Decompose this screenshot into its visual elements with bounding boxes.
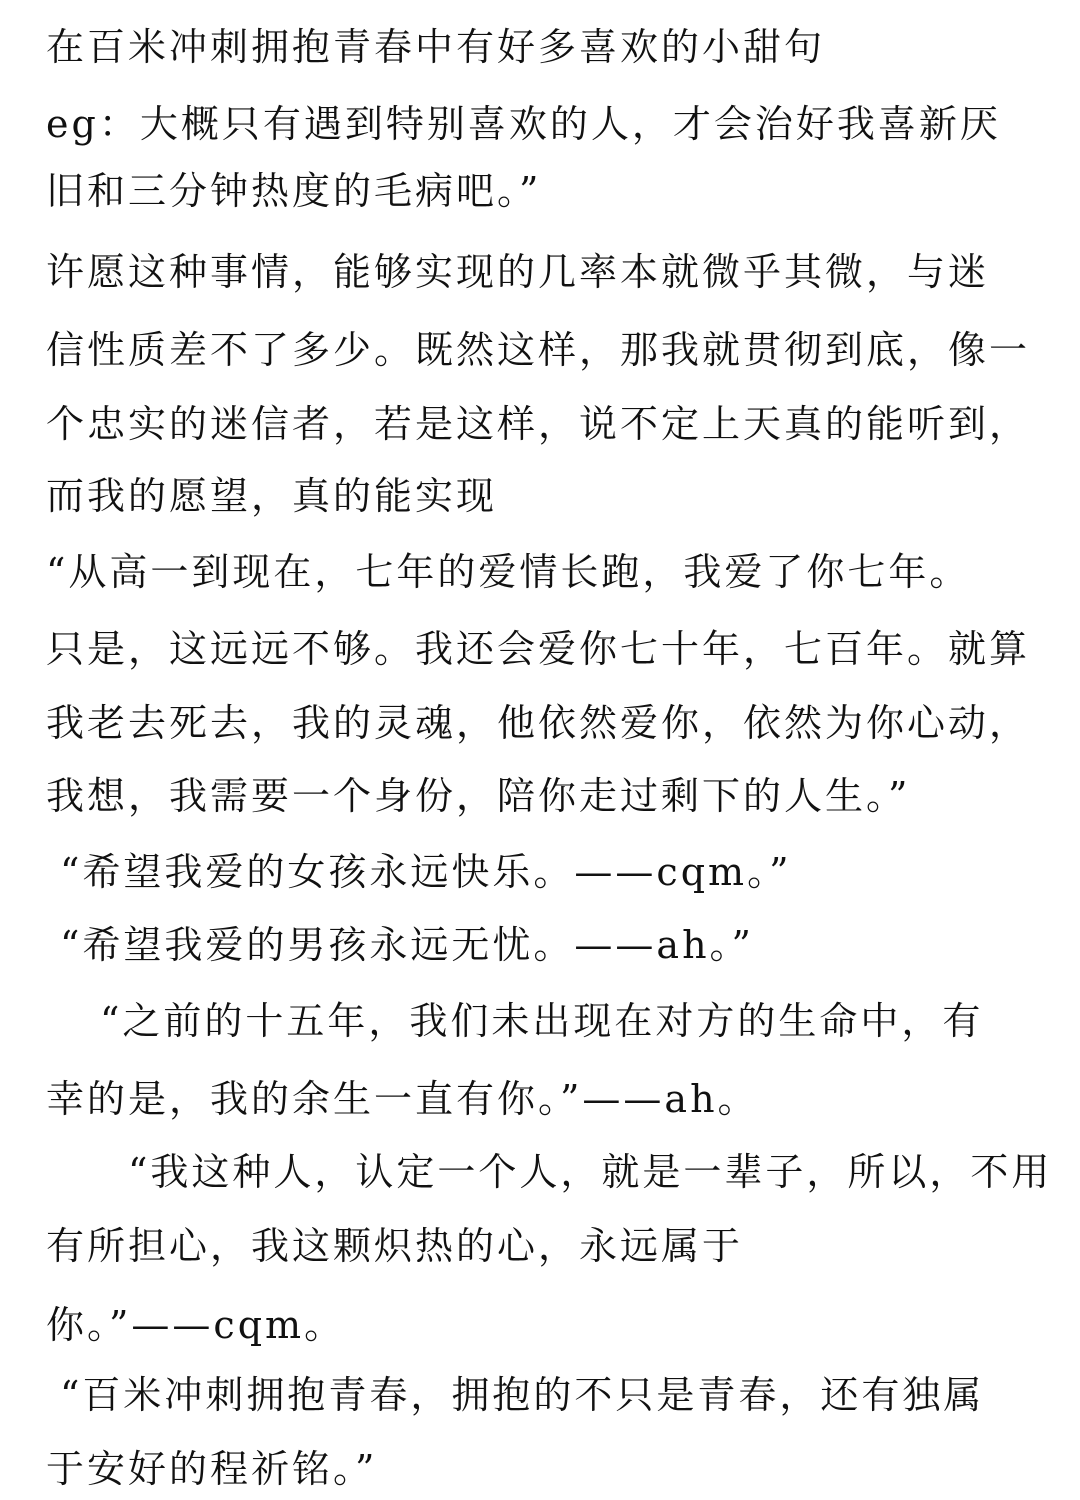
text-line-20: 于安好的程祈铭。” <box>46 1447 378 1491</box>
text-line-19: “百米冲刺拥抱青春，拥抱的不只是青春，还有独属 <box>60 1373 985 1417</box>
text-line-16: “我这种人，认定一个人，就是一辈子，所以，不用 <box>128 1150 1053 1194</box>
text-line-5: 信性质差不了多少。既然这样，那我就贯彻到底，像一 <box>46 328 1031 372</box>
text-line-10: 我老去死去，我的灵魂，他依然爱你，依然为你心动， <box>46 701 1031 745</box>
text-line-6: 个忠实的迷信者，若是这样，说不定上天真的能听到， <box>46 402 1031 446</box>
text-line-18: 你。”——cqm。 <box>46 1303 346 1347</box>
text-line-14: “之前的十五年，我们未出现在对方的生命中，有 <box>100 999 984 1043</box>
text-line-8: “从高一到现在，七年的爱情长跑，我爱了你七年。 <box>46 550 971 594</box>
text-line-1: 在百米冲刺拥抱青春中有好多喜欢的小甜句 <box>46 25 826 69</box>
text-line-17: 有所担心，我这颗炽热的心，永远属于 <box>46 1224 744 1268</box>
text-line-4: 许愿这种事情，能够实现的几率本就微乎其微，与迷 <box>46 250 990 294</box>
text-line-12: “希望我爱的女孩永远快乐。——cqm。” <box>60 850 792 894</box>
text-line-13: “希望我爱的男孩永远无忧。——ah。” <box>60 923 754 967</box>
text-line-3: 旧和三分钟热度的毛病吧。” <box>46 169 542 213</box>
text-line-9: 只是，这远远不够。我还会爱你七十年，七百年。就算 <box>46 627 1031 671</box>
text-line-7: 而我的愿望，真的能实现 <box>46 474 498 518</box>
text-line-11: 我想，我需要一个身份，陪你走过剩下的人生。” <box>46 774 911 818</box>
text-line-15: 幸的是，我的余生一直有你。”——ah。 <box>46 1077 759 1121</box>
text-line-2: eg：大概只有遇到特别喜欢的人，才会治好我喜新厌 <box>46 102 1001 146</box>
